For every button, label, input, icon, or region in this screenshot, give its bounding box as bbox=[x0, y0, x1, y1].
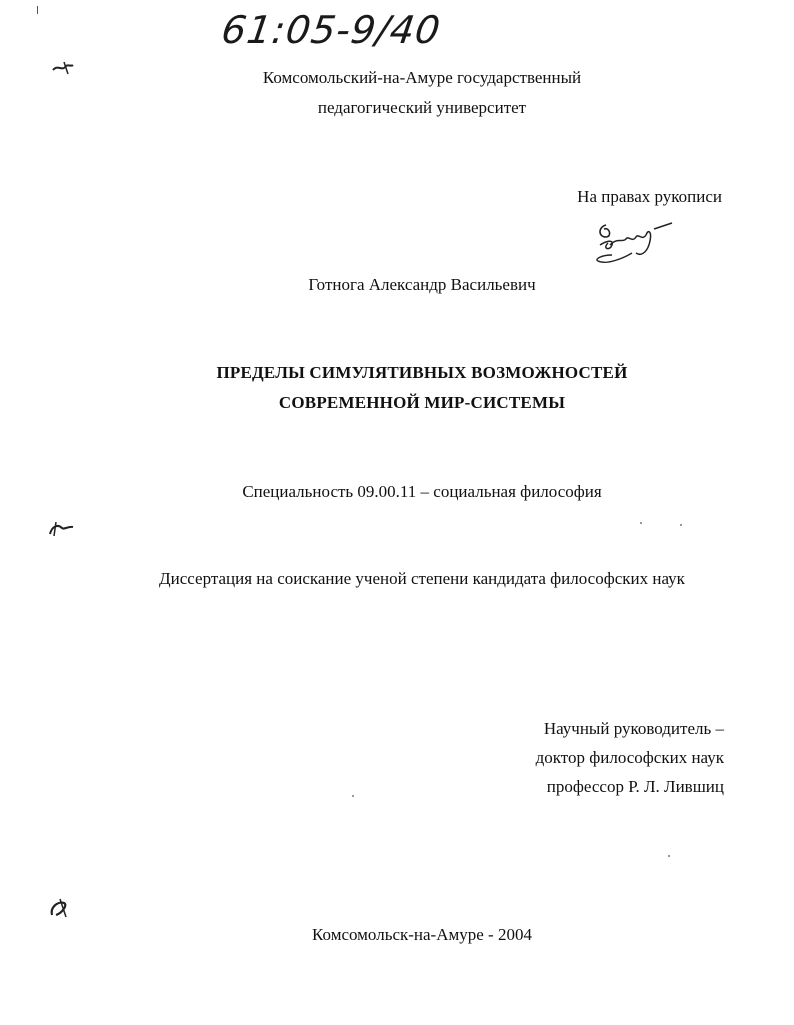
rights-note: На правах рукописи bbox=[577, 187, 722, 206]
specialty: Специальность 09.00.11 – социальная философия bbox=[242, 482, 602, 501]
archive-code-handwritten: 61:05-9/40 bbox=[218, 8, 444, 52]
margin-pen-mark-icon bbox=[46, 518, 76, 540]
place-and-year: Комсомольск-на-Амуре - 2004 bbox=[312, 925, 532, 944]
signature bbox=[592, 215, 674, 269]
institution-line-2: педагогический университет bbox=[317, 98, 527, 117]
margin-pen-mark-icon bbox=[46, 895, 74, 921]
degree-statement: Диссертация на соискание ученой степени кандидата философских наук bbox=[159, 569, 685, 588]
author-name: Готнога Александр Васильевич bbox=[308, 275, 536, 294]
scan-artifact bbox=[640, 522, 642, 524]
supervisor-degree: доктор философских наук bbox=[535, 748, 724, 767]
dissertation-title-line-1: ПРЕДЕЛЫ СИМУЛЯТИВНЫХ ВОЗМОЖНОСТЕЙ bbox=[216, 363, 628, 382]
dissertation-title-line-2: СОВРЕМЕННОЙ МИР-СИСТЕМЫ bbox=[278, 393, 566, 412]
supervisor-name: профессор Р. Л. Лившиц bbox=[546, 777, 724, 796]
scan-artifact bbox=[668, 855, 670, 857]
scan-artifact bbox=[352, 795, 354, 797]
supervisor-block bbox=[536, 714, 724, 801]
supervisor-role: Научный руководитель – bbox=[543, 719, 724, 738]
institution-line-1: Комсомольский-на-Амуре государственный bbox=[262, 68, 582, 87]
scan-artifact bbox=[37, 6, 38, 14]
scan-artifact bbox=[680, 524, 682, 526]
